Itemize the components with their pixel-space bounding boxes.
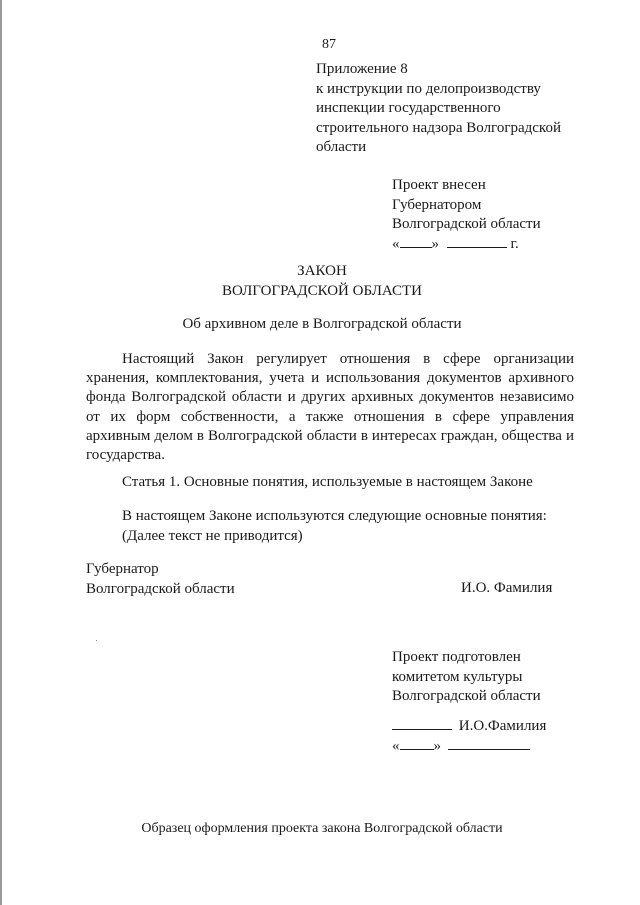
law-title-line1: ЗАКОН — [297, 263, 347, 279]
prepared-signature-blank — [392, 717, 452, 730]
prepared-line: Волгоградской области — [392, 688, 541, 704]
signature-position-line1: Губернатор — [86, 561, 159, 577]
prepared-date-day-blank — [400, 737, 434, 750]
signature-name: И.О. Фамилия — [461, 580, 553, 596]
article-heading: Статья 1. Основные понятия, используемые в настоящем Законе — [122, 474, 533, 490]
date-year-suffix: г. — [510, 235, 519, 252]
law-title — [2, 262, 640, 301]
appendix-line: к инструкции по делопроизводству — [316, 80, 541, 97]
prepared-name: И.О.Фамилия — [458, 718, 547, 734]
prepared-date-month-blank — [448, 737, 530, 750]
article-text: В настоящем Законе используются следующие основные понятия: — [122, 508, 547, 524]
signature-position-line2: Волгоградской области — [86, 580, 235, 597]
prepared-block — [392, 648, 541, 707]
scan-speck — [96, 640, 97, 641]
prepared-signature-line — [392, 717, 546, 735]
submitted-line: Волгоградской области — [392, 216, 541, 232]
signature-position — [86, 560, 235, 599]
appendix-block — [316, 60, 561, 158]
submitted-line: Губернатором — [392, 196, 482, 213]
appendix-line: области — [316, 139, 367, 155]
omitted-note: (Далее текст не приводится) — [122, 527, 303, 544]
prepared-date-line — [392, 737, 530, 755]
article-body — [122, 507, 547, 546]
date-open-quote: « — [392, 235, 400, 252]
law-subtitle: Об архивном деле в Волгоградской области — [182, 316, 462, 332]
submitted-block — [392, 176, 541, 254]
law-title-line2: ВОЛГОГРАДСКОЙ ОБЛАСТИ — [222, 282, 422, 299]
appendix-line: Приложение 8 — [316, 61, 408, 77]
date-day-blank — [400, 235, 432, 248]
prepared-date-open-quote: « — [392, 738, 400, 754]
prepared-date-close-quote: » — [433, 738, 441, 754]
submitted-line: Проект внесен — [392, 177, 486, 193]
date-month-blank — [447, 235, 507, 248]
figure-caption: Образец оформления проекта закона Волгоградской области — [141, 821, 503, 836]
page-number: 87 — [322, 37, 336, 52]
appendix-line: строительного надзора Волгоградской — [316, 119, 561, 136]
law-intro-paragraph: Настоящий Закон регулирует отношения в сфере организации хранения, комплектования, учета и использования документов архивного фонда Волгоградской области и других архивных документов независимо от их форм собственности, а также отношения в сфере управления архивным делом в Волгоградской области в интересах граждан, общества и государства. — [86, 351, 574, 464]
prepared-line: Проект подготовлен — [392, 649, 521, 665]
appendix-line: инспекции государственного — [316, 100, 501, 116]
submitted-date — [392, 235, 541, 255]
prepared-line: комитетом культуры — [392, 668, 523, 685]
date-close-quote: » — [431, 235, 439, 252]
